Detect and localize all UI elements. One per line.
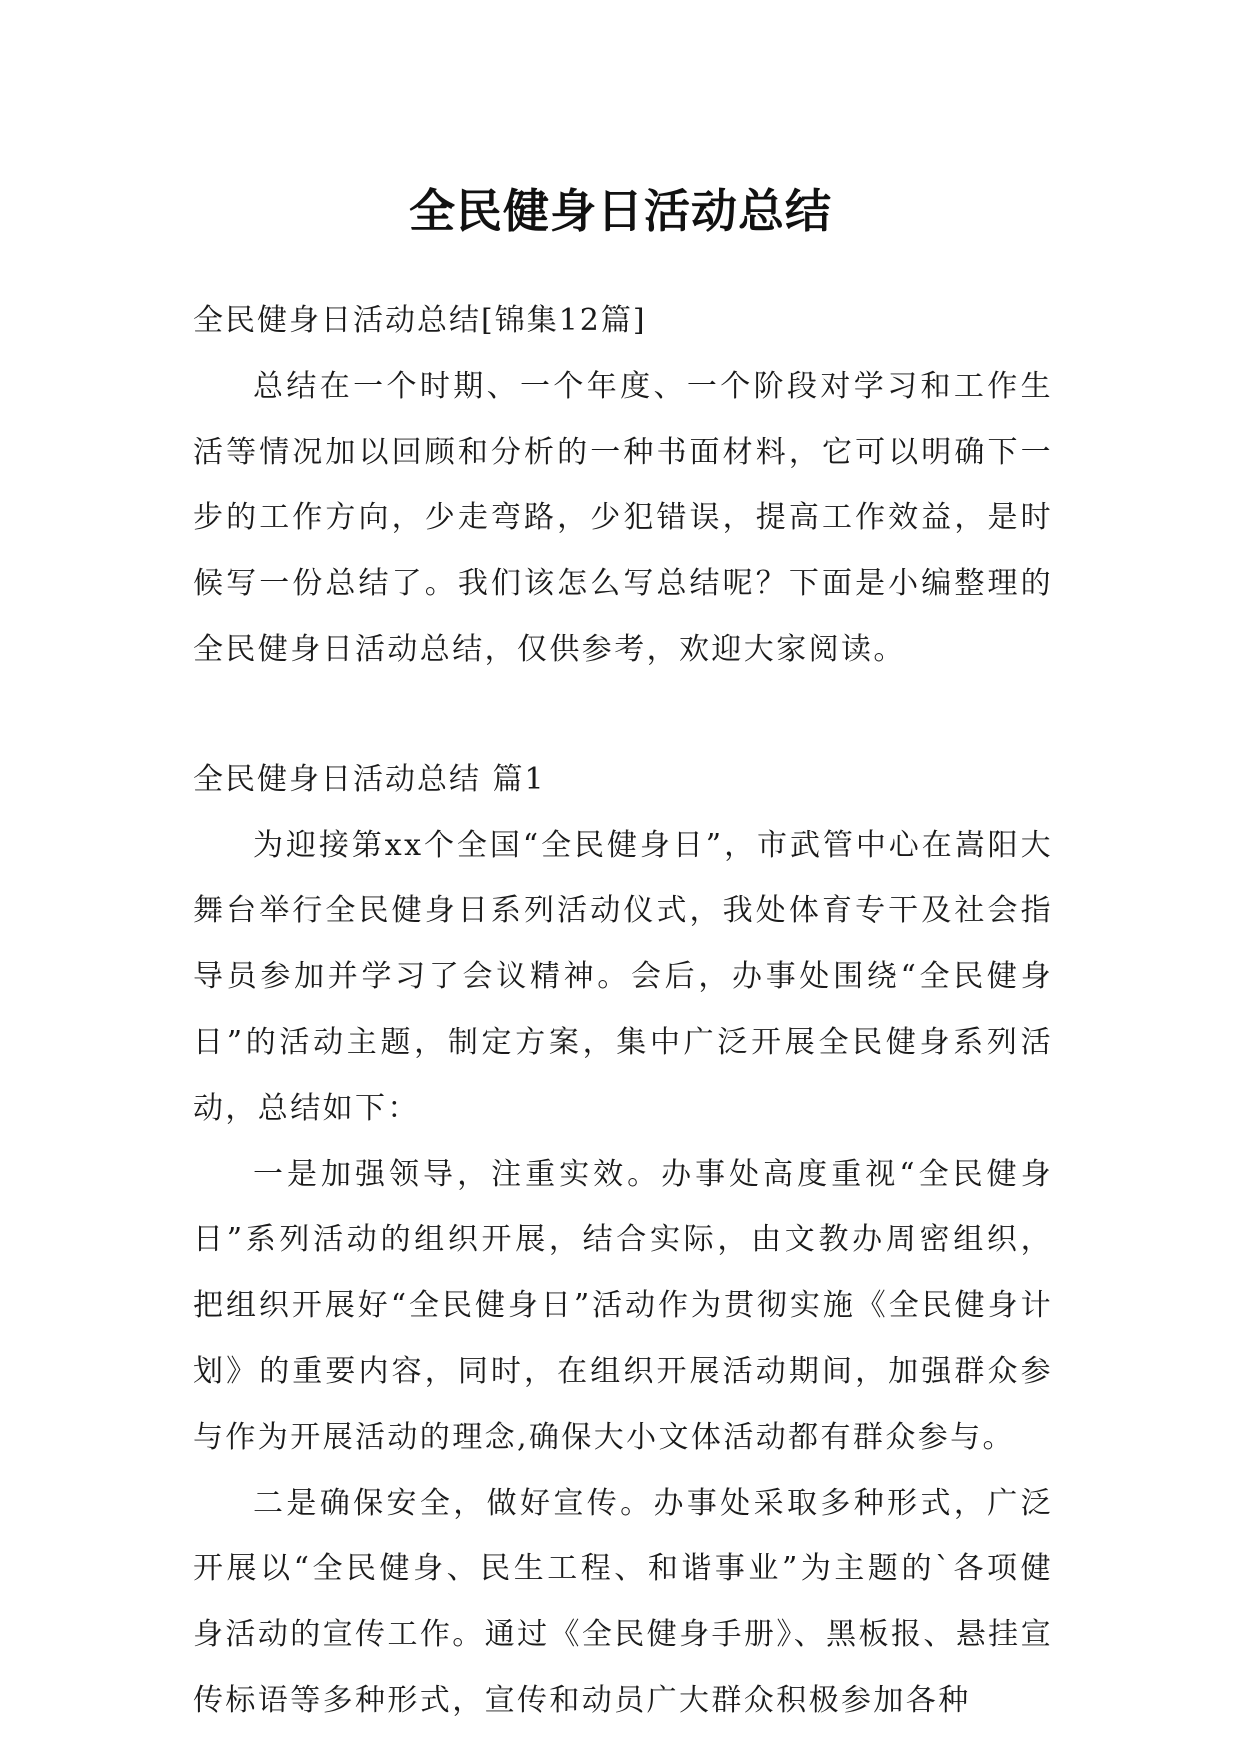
body-paragraph: 一是加强领导，注重实效。办事处高度重视“全民健身日”系列活动的组织开展，结合实际，由文教办周密组织，把组织开展好“全民健身日”活动作为贯彻实施《全民健身计划》的重要内容，同时，在组织开展活动期间，加强群众参与作为开展活动的理念,确保大小文体活动都有群众参与。 (193, 1156, 1053, 1455)
body-paragraph: 为迎接第xx个全国“全民健身日”，市武管中心在嵩阳大舞台举行全民健身日系列活动仪式，我处体育专干及社会指导员参加并学习了会议精神。会后，办事处围绕“全民健身日”的活动主题，制定方案，集中广泛开展全民健身系列活动，总结如下： (193, 827, 1053, 1126)
section-heading: 全民健身日活动总结 篇1 (193, 761, 546, 797)
collection-heading: 全民健身日活动总结[锦集12篇] (193, 303, 647, 338)
document-title: 全民健身日活动总结 (409, 183, 832, 238)
body-paragraph: 二是确保安全，做好宣传。办事处采取多种形式，广泛开展以“全民健身、民生工程、和谐事业”为主题的`各项健身活动的宣传工作。通过《全民健身手册》、黑板报、悬挂宣传标语等多种形式，宣传和动员广大群众积极参加各种 (193, 1485, 1053, 1718)
intro-paragraph: 总结在一个时期、一个年度、一个阶段对学习和工作生活等情况加以回顾和分析的一种书面材料，它可以明确下一步的工作方向，少走弯路，少犯错误，提高工作效益，是时候写一份总结了。我们该怎么写总结呢？下面是小编整理的全民健身日活动总结，仅供参考，欢迎大家阅读。 (193, 368, 1053, 667)
document-body (193, 288, 1053, 1734)
